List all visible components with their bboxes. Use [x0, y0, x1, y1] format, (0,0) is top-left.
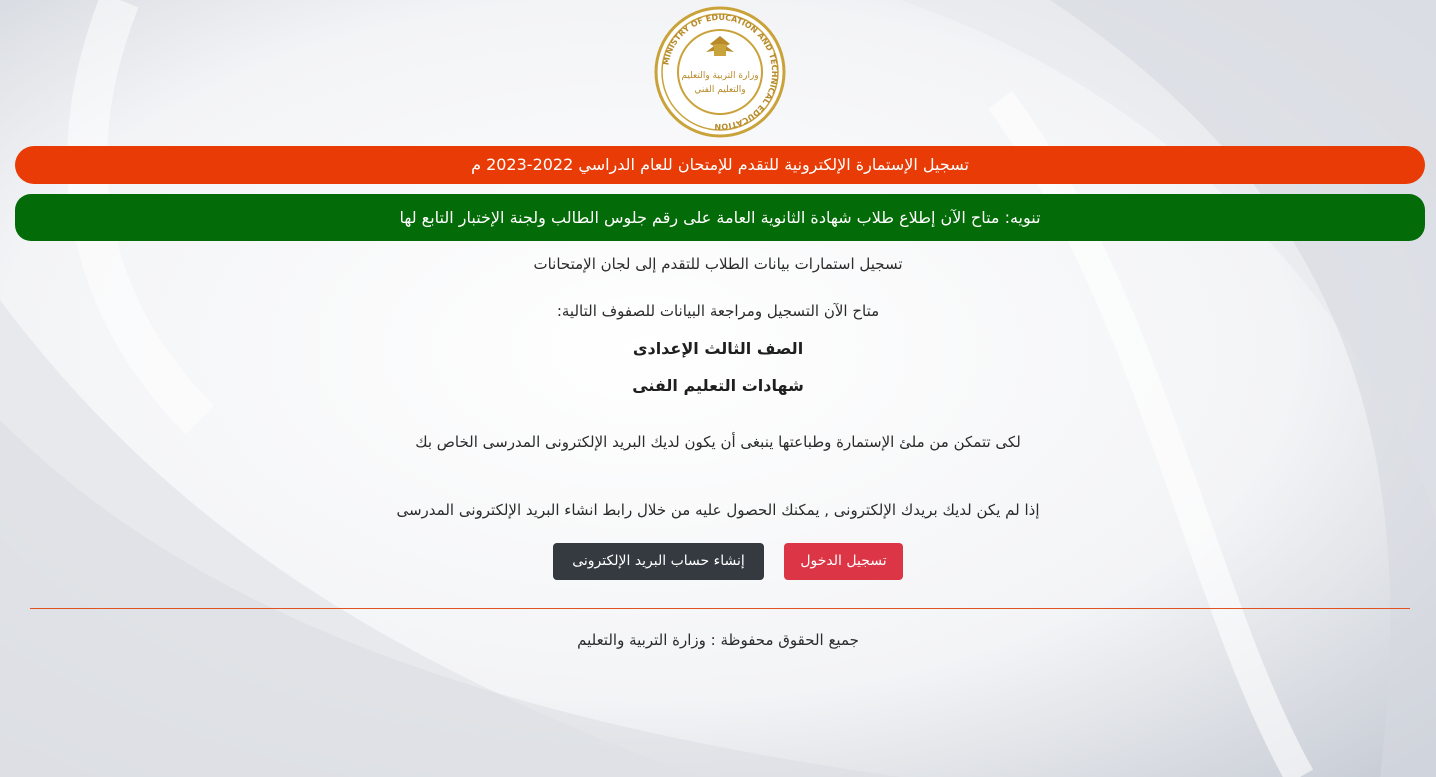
create-email-account-button[interactable]: إنشاء حساب البريد الإلكترونى: [553, 543, 764, 580]
intro-text: تسجيل استمارات بيانات الطلاب للتقدم إلى لجان الإمتحانات: [533, 255, 903, 273]
login-button[interactable]: تسجيل الدخول: [784, 543, 903, 580]
footer-copyright: جميع الحقوق محفوظة : وزارة التربية والتعليم: [577, 631, 859, 649]
svg-text:MINISTRY OF EDUCATION AND TECH: MINISTRY OF EDUCATION AND TECHNICAL EDUCATION: [661, 12, 780, 132]
grade-item: الصف الثالث الإعدادى: [632, 339, 804, 358]
svg-text:والتعليم الفني: والتعليم الفني: [694, 85, 746, 95]
registration-title-banner: تسجيل الإستمارة الإلكترونية للتقدم للإمتحان للعام الدراسي 2022-2023 م: [15, 146, 1425, 184]
ministry-of-education-seal-icon: [654, 6, 786, 138]
svg-text:وزارة التربية والتعليم: وزارة التربية والتعليم: [681, 71, 759, 81]
available-text: متاح الآن التسجيل ومراجعة البيانات للصفوف التالية:: [556, 302, 880, 320]
email-requirement-text: لكى تتمكن من ملئ الإستمارة وطباعتها ينبغى أن يكون لديك البريد الإلكترونى المدرسى الخاص بك: [415, 433, 1021, 451]
notice-banner: تنويه: متاح الآن إطلاع طلاب شهادة الثانوية العامة على رقم جلوس الطالب ولجنة الإختبار التابع لها: [15, 194, 1425, 241]
grade-item: شهادات التعليم الفنى: [632, 376, 804, 395]
no-email-text: إذا لم يكن لديك بريدك الإلكترونى , يمكنك الحصول عليه من خلال رابط انشاء البريد الإلكترونى المدرسى: [396, 501, 1040, 519]
footer-divider: [30, 608, 1410, 609]
